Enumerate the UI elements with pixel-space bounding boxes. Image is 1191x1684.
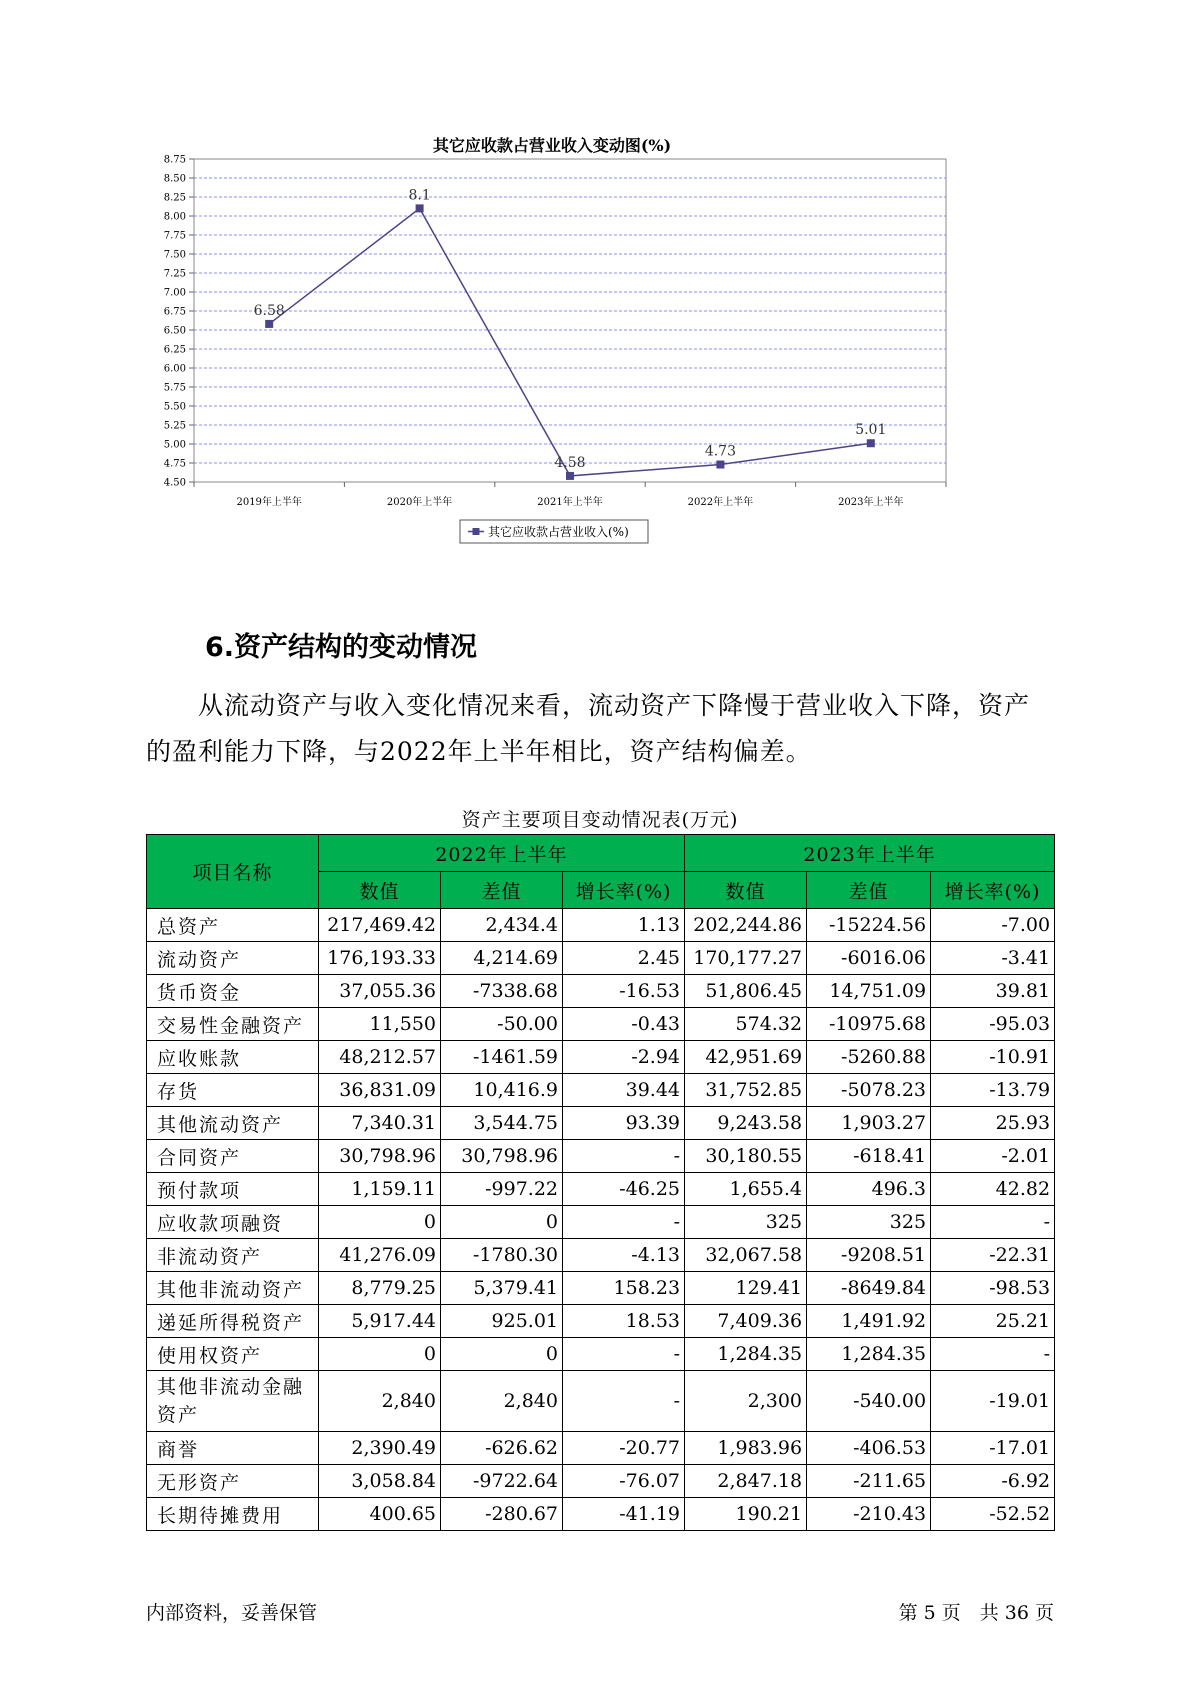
data-point [716,461,724,469]
table-row [147,1074,1055,1107]
cell-diff-2023: -5260.88 [807,1041,931,1074]
row-item-name: 合同资产 [147,1140,319,1173]
cell-rate-2022: -4.13 [563,1239,685,1272]
table-row [147,1173,1055,1206]
cell-rate-2022: - [563,1140,685,1173]
row-item-name: 无形资产 [147,1465,319,1498]
cell-diff-2023: 1,903.27 [807,1107,931,1140]
y-tick-label: 6.00 [163,363,186,375]
row-item-name: 使用权资产 [147,1338,319,1371]
cell-rate-2023: -52.52 [931,1498,1055,1531]
cell-rate-2023: 25.93 [931,1107,1055,1140]
header-period-2023: 2023年上半年 [685,835,1055,872]
table-row [147,1498,1055,1531]
cell-rate-2023: -7.00 [931,909,1055,942]
cell-rate-2022: 93.39 [563,1107,685,1140]
row-item-name: 总资产 [147,909,319,942]
cell-diff-2023: -8649.84 [807,1272,931,1305]
cell-value-2022: 11,550 [319,1008,441,1041]
cell-rate-2023: -98.53 [931,1272,1055,1305]
cell-value-2022: 0 [319,1206,441,1239]
cell-value-2022: 400.65 [319,1498,441,1531]
y-tick-label: 5.75 [163,382,186,394]
cell-value-2022: 217,469.42 [319,909,441,942]
legend-label: 其它应收款占营业收入(%) [488,525,629,539]
cell-diff-2023: 325 [807,1206,931,1239]
y-tick-label: 7.75 [163,230,186,242]
cell-diff-2023: -9208.51 [807,1239,931,1272]
cell-rate-2023: - [931,1206,1055,1239]
table-row [147,1239,1055,1272]
y-tick-label: 6.25 [163,344,186,356]
cell-diff-2023: 14,751.09 [807,975,931,1008]
cell-rate-2023: -3.41 [931,942,1055,975]
table-row [147,1008,1055,1041]
header-diff-2023: 差值 [807,872,931,909]
cell-value-2022: 1,159.11 [319,1173,441,1206]
line-chart [140,130,1040,590]
table-row [147,1041,1055,1074]
cell-value-2023: 325 [685,1206,807,1239]
footer-page-number: 第 5 页 共 36 页 [898,1602,1054,1624]
cell-rate-2023: -6.92 [931,1465,1055,1498]
cell-diff-2023: -5078.23 [807,1074,931,1107]
series-line [269,208,871,476]
table-row [147,942,1055,975]
chart-svg [140,130,1040,590]
cell-diff-2022: 10,416.9 [441,1074,563,1107]
header-rate-2022: 增长率(%) [563,872,685,909]
cell-rate-2022: -16.53 [563,975,685,1008]
row-item-name: 应收款项融资 [147,1206,319,1239]
cell-diff-2023: -540.00 [807,1371,931,1432]
cell-value-2022: 41,276.09 [319,1239,441,1272]
cell-rate-2022: 1.13 [563,909,685,942]
cell-rate-2022: 39.44 [563,1074,685,1107]
cell-value-2022: 36,831.09 [319,1074,441,1107]
cell-value-2023: 2,300 [685,1371,807,1432]
cell-value-2022: 30,798.96 [319,1140,441,1173]
cell-diff-2022: -50.00 [441,1008,563,1041]
row-item-name: 递延所得税资产 [147,1305,319,1338]
chart-title: 其它应收款占营业收入变动图(%) [432,136,672,155]
cell-diff-2022: 925.01 [441,1305,563,1338]
data-label: 5.01 [855,422,887,439]
cell-value-2023: 1,655.4 [685,1173,807,1206]
cell-value-2022: 0 [319,1338,441,1371]
cell-value-2022: 8,779.25 [319,1272,441,1305]
cell-rate-2023: 42.82 [931,1173,1055,1206]
data-point [416,204,424,212]
data-point [265,320,273,328]
cell-value-2023: 30,180.55 [685,1140,807,1173]
cell-value-2023: 202,244.86 [685,909,807,942]
y-tick-label: 8.75 [163,154,186,166]
row-item-name: 其他非流动资产 [147,1272,319,1305]
data-point [867,439,875,447]
cell-value-2023: 1,284.35 [685,1338,807,1371]
y-tick-label: 5.50 [163,401,186,413]
cell-diff-2022: 2,434.4 [441,909,563,942]
chart-legend [460,520,648,543]
data-label: 8.1 [408,187,431,204]
cell-diff-2023: -10975.68 [807,1008,931,1041]
section-paragraph: 从流动资产与收入变化情况来看，流动资产下降慢于营业收入下降，资产的盈利能力下降，与2022年上半年相比，资产结构偏差。 [146,691,1031,766]
row-item-name: 流动资产 [147,942,319,975]
y-tick-label: 8.50 [163,173,186,185]
data-label: 4.58 [554,454,586,471]
cell-value-2023: 7,409.36 [685,1305,807,1338]
table-row [147,1272,1055,1305]
table-row [147,1206,1055,1239]
cell-value-2023: 574.32 [685,1008,807,1041]
x-tick-label: 2022年上半年 [687,497,754,508]
y-tick-label: 8.00 [163,211,186,223]
section-heading: 6.资产结构的变动情况 [205,632,478,663]
header-item-name: 项目名称 [147,835,319,909]
cell-rate-2022: - [563,1338,685,1371]
footer-confidential-note: 内部资料，妥善保管 [146,1602,318,1624]
x-tick-label: 2021年上半年 [537,497,603,508]
row-item-name: 其他流动资产 [147,1107,319,1140]
row-item-name: 非流动资产 [147,1239,319,1272]
cell-rate-2023: -10.91 [931,1041,1055,1074]
header-rate-2023: 增长率(%) [931,872,1055,909]
table-row [147,1140,1055,1173]
table-row [147,1465,1055,1498]
row-item-name: 存货 [147,1074,319,1107]
cell-value-2023: 51,806.45 [685,975,807,1008]
cell-value-2023: 42,951.69 [685,1041,807,1074]
header-period-2022: 2022年上半年 [319,835,685,872]
cell-value-2022: 7,340.31 [319,1107,441,1140]
cell-value-2023: 31,752.85 [685,1074,807,1107]
cell-value-2023: 129.41 [685,1272,807,1305]
cell-value-2022: 2,390.49 [319,1432,441,1465]
table-row [147,1305,1055,1338]
cell-rate-2023: 25.21 [931,1305,1055,1338]
y-tick-label: 5.00 [163,439,186,451]
asset-change-table [146,834,1055,1531]
table-row [147,909,1055,942]
cell-rate-2022: -20.77 [563,1432,685,1465]
cell-rate-2022: 158.23 [563,1272,685,1305]
cell-rate-2022: - [563,1371,685,1432]
cell-diff-2022: -1461.59 [441,1041,563,1074]
row-item-name: 应收账款 [147,1041,319,1074]
cell-diff-2022: 2,840 [441,1371,563,1432]
y-tick-label: 6.75 [163,306,186,318]
cell-rate-2023: -19.01 [931,1371,1055,1432]
cell-diff-2022: 4,214.69 [441,942,563,975]
row-item-name: 货币资金 [147,975,319,1008]
cell-value-2023: 9,243.58 [685,1107,807,1140]
cell-rate-2022: -46.25 [563,1173,685,1206]
cell-value-2022: 2,840 [319,1371,441,1432]
cell-rate-2022: 18.53 [563,1305,685,1338]
y-tick-label: 7.25 [163,268,186,280]
plot-area-border [194,159,946,482]
cell-diff-2022: -1780.30 [441,1239,563,1272]
cell-diff-2022: -626.62 [441,1432,563,1465]
cell-rate-2023: -22.31 [931,1239,1055,1272]
data-point [566,472,574,480]
cell-value-2023: 170,177.27 [685,942,807,975]
cell-value-2022: 3,058.84 [319,1465,441,1498]
cell-diff-2022: -997.22 [441,1173,563,1206]
cell-rate-2022: -41.19 [563,1498,685,1531]
cell-value-2023: 1,983.96 [685,1432,807,1465]
cell-diff-2022: 5,379.41 [441,1272,563,1305]
y-tick-label: 5.25 [163,420,186,432]
data-label: 6.58 [253,302,285,319]
cell-diff-2022: -9722.64 [441,1465,563,1498]
cell-value-2023: 32,067.58 [685,1239,807,1272]
y-tick-label: 4.75 [163,458,186,470]
x-tick-label: 2023年上半年 [838,497,904,508]
cell-diff-2022: 30,798.96 [441,1140,563,1173]
cell-diff-2023: 1,284.35 [807,1338,931,1371]
table-row [147,1338,1055,1371]
cell-rate-2023: -13.79 [931,1074,1055,1107]
cell-value-2023: 2,847.18 [685,1465,807,1498]
header-value-2022: 数值 [319,872,441,909]
legend-marker-swatch [473,528,480,535]
x-tick-label: 2019年上半年 [236,497,302,508]
cell-rate-2022: 2.45 [563,942,685,975]
cell-diff-2023: -211.65 [807,1465,931,1498]
row-item-name: 交易性金融资产 [147,1008,319,1041]
cell-rate-2022: -76.07 [563,1465,685,1498]
cell-diff-2023: 496.3 [807,1173,931,1206]
y-tick-label: 8.25 [163,192,186,204]
cell-rate-2022: - [563,1206,685,1239]
row-item-name: 长期待摊费用 [147,1498,319,1531]
cell-rate-2023: -2.01 [931,1140,1055,1173]
table-row [147,1107,1055,1140]
cell-rate-2022: -0.43 [563,1008,685,1041]
cell-value-2022: 37,055.36 [319,975,441,1008]
table-row [147,1432,1055,1465]
y-tick-label: 7.00 [163,287,186,299]
x-tick-label: 2020年上半年 [386,497,453,508]
header-diff-2022: 差值 [441,872,563,909]
cell-diff-2022: 0 [441,1206,563,1239]
cell-diff-2023: 1,491.92 [807,1305,931,1338]
cell-diff-2023: -210.43 [807,1498,931,1531]
cell-rate-2022: -2.94 [563,1041,685,1074]
cell-rate-2023: -95.03 [931,1008,1055,1041]
table-row [147,1371,1055,1432]
table-title: 资产主要项目变动情况表(万元) [461,809,739,831]
cell-rate-2023: - [931,1338,1055,1371]
row-item-name: 其他非流动金融资产 [147,1371,319,1432]
table-row [147,975,1055,1008]
cell-value-2023: 190.21 [685,1498,807,1531]
header-value-2023: 数值 [685,872,807,909]
cell-rate-2023: 39.81 [931,975,1055,1008]
y-tick-label: 4.50 [163,477,186,489]
cell-value-2022: 48,212.57 [319,1041,441,1074]
cell-diff-2022: 0 [441,1338,563,1371]
y-tick-label: 7.50 [163,249,186,261]
data-label: 4.73 [704,443,736,460]
cell-diff-2023: -618.41 [807,1140,931,1173]
row-item-name: 预付款项 [147,1173,319,1206]
cell-value-2022: 176,193.33 [319,942,441,975]
cell-diff-2022: -280.67 [441,1498,563,1531]
cell-diff-2023: -6016.06 [807,942,931,975]
row-item-name: 商誉 [147,1432,319,1465]
cell-diff-2023: -406.53 [807,1432,931,1465]
cell-diff-2023: -15224.56 [807,909,931,942]
cell-diff-2022: -7338.68 [441,975,563,1008]
y-tick-label: 6.50 [163,325,186,337]
cell-rate-2023: -17.01 [931,1432,1055,1465]
cell-value-2022: 5,917.44 [319,1305,441,1338]
cell-diff-2022: 3,544.75 [441,1107,563,1140]
